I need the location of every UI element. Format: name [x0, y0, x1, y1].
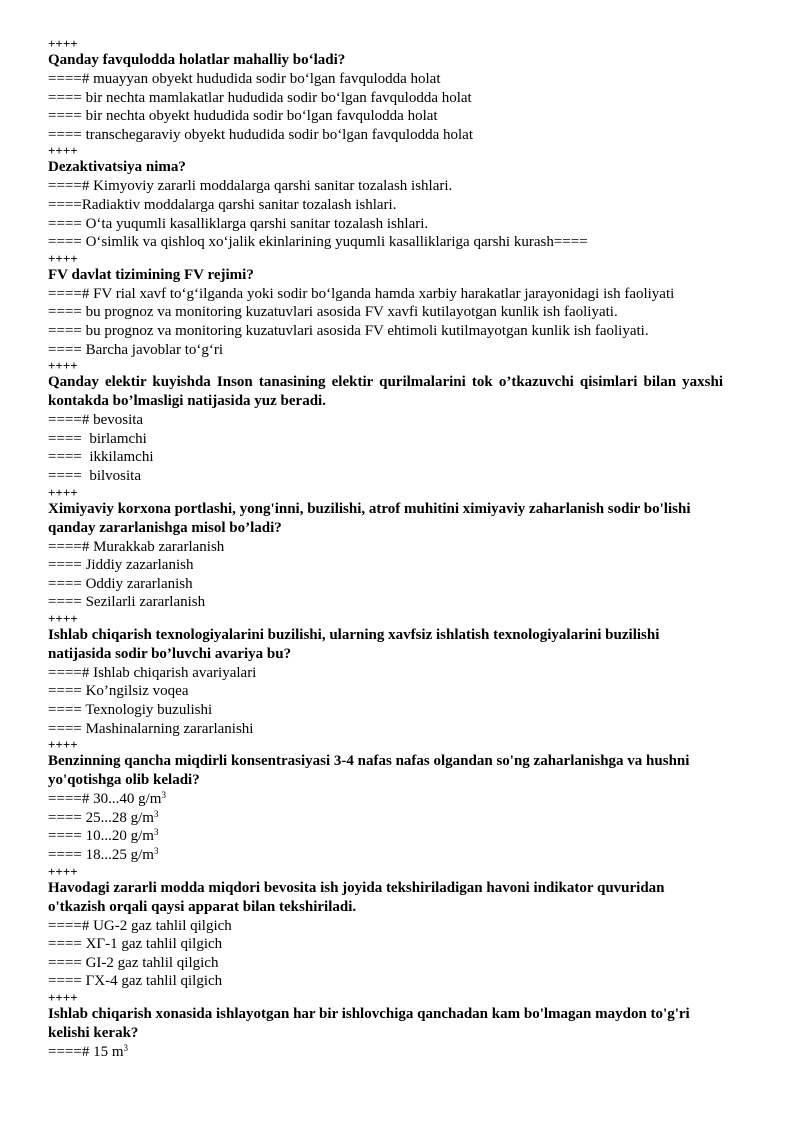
answer-option: [48, 303, 723, 322]
question-separator: ++++: [48, 863, 78, 879]
answer-option: [48, 89, 723, 108]
answer-superscript: 3: [153, 827, 159, 838]
answer-text: ==== Texnologiy buzulishi: [48, 702, 213, 719]
answer-text: ==== birlamchi: [48, 430, 147, 447]
answer-text: ==== Jiddiy zazarlanish: [48, 557, 194, 574]
answer-text: ==== Barcha javoblar to‘g‘ri: [48, 341, 224, 358]
answer-text: ==== bir nechta obyekt hududida sodir bo‘lgan favqulodda holat: [48, 108, 438, 125]
question-text: Qanday favqulodda holatlar mahalliy bo‘ladi?: [48, 52, 346, 68]
question-text: Ximiyaviy korxona portlashi, yong'inni, buzilishi, atrof muhitini ximiyaviy zaharlanish sodir bo'lishi qanday zararlanishga misol bo’ladi?: [48, 500, 691, 536]
answer-option: [48, 701, 723, 720]
question-text: FV davlat tizimining FV rejimi?: [48, 266, 254, 283]
answer-option: [48, 682, 723, 701]
question-separator: ++++: [48, 990, 78, 1005]
answer-text: ==== bir nechta mamlakatlar hududida sodir bo‘lgan favqulodda holat: [48, 89, 472, 106]
answer-option: [48, 322, 723, 341]
answer-option: [48, 215, 723, 234]
question-text: Dezaktivatsiya nima?: [48, 159, 186, 176]
answer-text: ==== ikkilamchi: [48, 449, 154, 466]
answer-option: [48, 846, 723, 865]
answer-text: ==== bilvosita: [48, 467, 142, 484]
answer-text: ==== bu prognoz va monitoring kuzatuvlari asosida FV xavfi kutilayotgan kunlik ish faoliyati.: [48, 304, 618, 321]
answer-text: ====# Murakkab zararlanish: [48, 538, 225, 555]
answer-text: ==== Oddiy zararlanish: [48, 575, 193, 592]
answer-text: ==== transchegaraviy obyekt hududida sodir bo‘lgan favqulodda holat: [48, 126, 473, 143]
answer-option: [48, 341, 723, 360]
answer-option: [48, 972, 723, 991]
answer-text: ====# FV rial xavf to‘g‘ilganda yoki sodir bo‘lganda hamda xarbiy harakatlar jarayonidagi ish faoliyati: [48, 285, 675, 302]
question-separator: ++++: [48, 737, 78, 753]
answer-option: [48, 177, 723, 196]
answer-text: ====# Ishlab chiqarish avariyalari: [48, 664, 257, 681]
answer-option: [48, 593, 723, 612]
answer-option: [48, 196, 723, 215]
answer-text: ==== O‘simlik va qishloq xo‘jalik ekinlarining yuqumli kasalliklariga qarshi kurash====: [48, 234, 588, 251]
answer-option: [48, 720, 723, 739]
answer-option: [48, 575, 723, 594]
answer-option: [48, 935, 723, 954]
question-separator: ++++: [48, 484, 78, 500]
answer-option: [48, 954, 723, 973]
answer-superscript: 3: [123, 1043, 129, 1053]
answer-text: ==== XГ-1 gaz tahlil qilgich: [48, 936, 223, 953]
question-text: Benzinning qancha miqdirli konsentrasiyasi 3-4 nafas nafas olgandan so'ng zaharlanishga va hushni yo'qotishga olib keladi?: [48, 753, 690, 789]
answer-superscript: 3: [161, 790, 166, 801]
answer-option: [48, 411, 723, 430]
answer-option: [48, 107, 723, 126]
answer-text: ==== GI-2 gaz tahlil qilgich: [48, 954, 219, 971]
answer-option: [48, 233, 723, 252]
answer-text: ==== 10...20 g/m: [48, 828, 154, 845]
answer-option: [48, 809, 723, 828]
answer-text: ==== Sezilarli zararlanish: [48, 594, 206, 611]
answer-text: ====Radiaktiv moddalarga qarshi sanitar tozalash ishlari.: [48, 196, 397, 213]
answer-text: ==== O‘ta yuqumli kasalliklarga qarshi sanitar tozalash ishlari.: [48, 215, 429, 232]
question-text: Havodagi zararli modda miqdori bevosita ish joyida tekshiriladigan havoni indikator quvuridan o'tkazish orqali qaysi apparat bilan tekshiriladi.: [48, 879, 665, 915]
question-separator: ++++: [48, 358, 78, 374]
answer-text: ==== bu prognoz va monitoring kuzatuvlari asosida FV ehtimoli kutilmayotgan kunlik ish faoliyati.: [48, 322, 649, 339]
answer-option: [48, 70, 723, 89]
answer-text: ==== Mashinalarning zararlanishi: [48, 720, 254, 737]
question-text: Ishlab chiqarish texnologiyalarini buzilishi, ularning xavfsiz ishlatish texnologiyalarini buzilishi natijasida sodir bo’luvchi avariya bu?: [48, 626, 660, 662]
answer-text: ==== 18...25 g/m: [48, 847, 154, 864]
answer-option: [48, 917, 723, 936]
answer-option: [48, 538, 723, 557]
answer-text: ====# UG-2 gaz tahlil qilgich: [48, 917, 232, 934]
answer-text: ==== ГX-4 gaz tahlil qilgich: [48, 973, 223, 990]
answer-option: [48, 467, 723, 486]
answer-text: ====# muayyan obyekt hududida sodir bo‘lgan favqulodda holat: [48, 71, 441, 87]
answer-option: [48, 126, 723, 145]
question-separator: ++++: [48, 143, 78, 159]
question-separator: ++++: [48, 250, 78, 266]
answer-option: [48, 790, 723, 809]
answer-option: [48, 430, 723, 449]
answer-text: ====# Kimyoviy zararli moddalarga qarshi sanitar tozalash ishlari.: [48, 178, 453, 195]
answer-option: [48, 285, 723, 304]
question-separator: ++++: [48, 36, 78, 51]
answer-text: ====# 30...40 g/m: [48, 791, 162, 808]
answer-superscript: 3: [153, 808, 159, 819]
answer-superscript: 3: [153, 846, 159, 857]
answer-text: ==== 25...28 g/m: [48, 809, 154, 826]
answer-option: [48, 556, 723, 575]
answer-text: ====# bevosita: [48, 412, 144, 429]
question-text: Qanday elektir kuyishda Inson tanasining elektir qurilmalarini tok o’tkazuvchi qisimlari bilan yaxshi kontakda bo’lmasligi natijasida yuz beradi.: [48, 374, 723, 410]
answer-option: [48, 448, 723, 467]
question-text: Ishlab chiqarish xonasida ishlayotgan har bir ishlovchiga qanchadan kam bo'lmagan maydon to'g'ri kelishi kerak?: [48, 1006, 690, 1041]
question-separator: ++++: [48, 610, 78, 626]
answer-option: [48, 664, 723, 683]
answer-option: [48, 827, 723, 846]
answer-text: ==== Ko’ngilsiz voqea: [48, 683, 189, 700]
answer-option: [48, 1043, 723, 1062]
answer-text: ====# 15 m: [48, 1044, 124, 1060]
